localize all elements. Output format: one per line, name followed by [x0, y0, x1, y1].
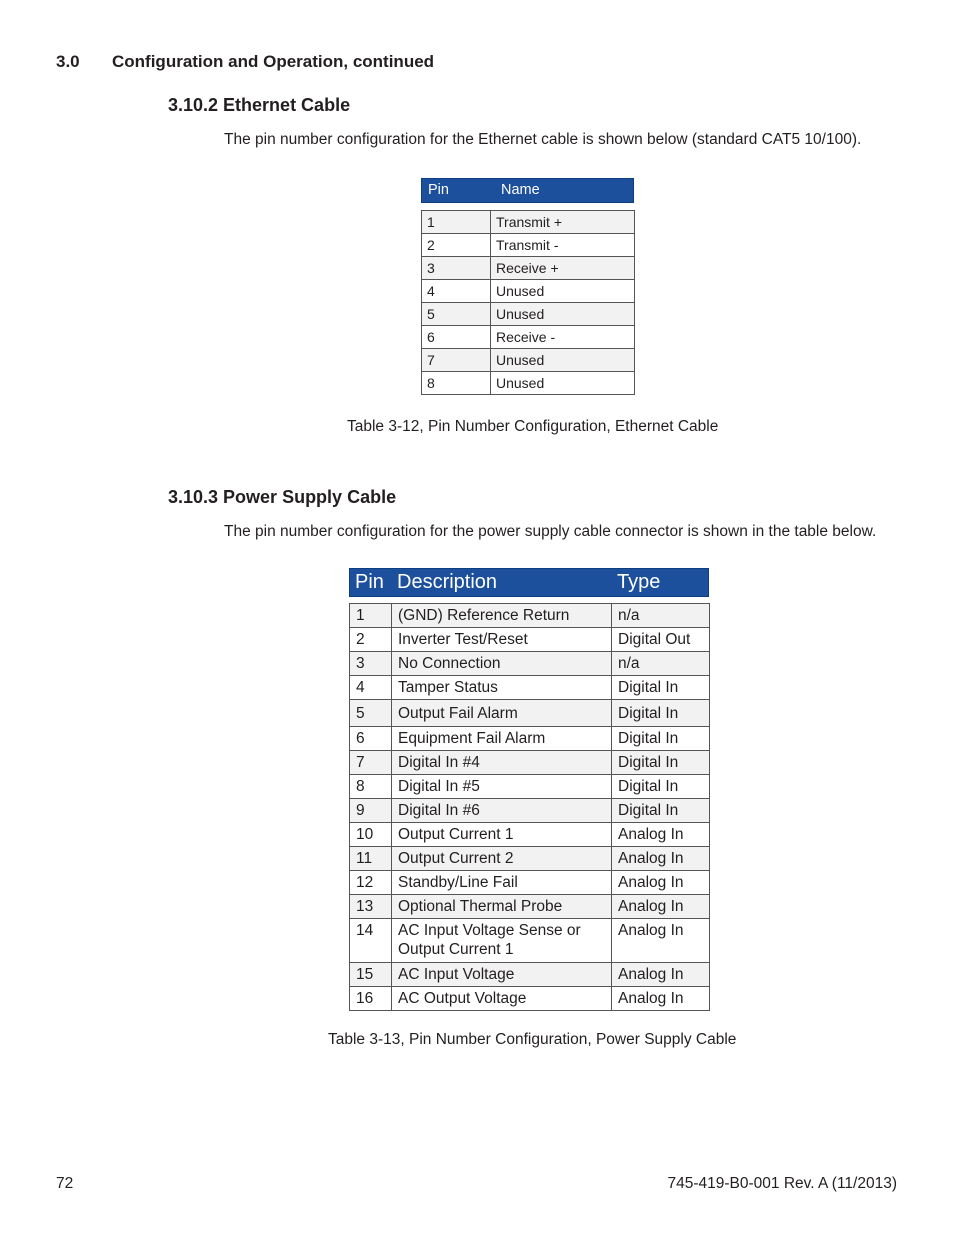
description-cell: (GND) Reference Return: [392, 604, 612, 628]
table-row: [422, 234, 635, 257]
page-number: 72: [56, 1175, 74, 1192]
pin-cell: 11: [350, 847, 392, 871]
type-cell: Analog In: [612, 963, 710, 987]
type-cell: Digital In: [612, 676, 710, 700]
table-row: [350, 895, 710, 919]
name-cell: Unused: [491, 349, 635, 372]
table-row: [350, 700, 710, 727]
pin-cell: 14: [350, 919, 392, 963]
name-cell: Receive +: [491, 257, 635, 280]
type-cell: Analog In: [612, 823, 710, 847]
name-cell: Transmit -: [491, 234, 635, 257]
name-cell: Unused: [491, 372, 635, 395]
type-cell: Analog In: [612, 871, 710, 895]
ethernet-heading: 3.10.2 Ethernet Cable: [168, 95, 351, 115]
power-caption: Table 3-13, Pin Number Configuration, Power Supply Cable: [328, 1031, 737, 1048]
description-cell: Standby/Line Fail: [392, 871, 612, 895]
type-cell: Analog In: [612, 987, 710, 1011]
section-number: 3.0: [56, 52, 80, 71]
ethernet-table-header: [421, 178, 634, 203]
document-id: 745-419-B0-001 Rev. A (11/2013): [667, 1175, 897, 1192]
pin-cell: 10: [350, 823, 392, 847]
pin-cell: 1: [350, 604, 392, 628]
name-cell: Unused: [491, 303, 635, 326]
pin-cell: 13: [350, 895, 392, 919]
power-table-header: [349, 568, 709, 597]
type-cell: Digital In: [612, 775, 710, 799]
pin-cell: 8: [350, 775, 392, 799]
pin-cell: 3: [350, 652, 392, 676]
description-cell: AC Input Voltage: [392, 963, 612, 987]
table-row: [350, 847, 710, 871]
table-row: [422, 372, 635, 395]
table-row: [350, 727, 710, 751]
ethernet-caption: Table 3-12, Pin Number Configuration, Ethernet Cable: [347, 418, 719, 435]
ethernet-intro: The pin number configuration for the Ethernet cable is shown below (standard CAT5 10/100).: [224, 131, 862, 148]
description-cell: AC Input Voltage Sense or Output Current 1: [392, 919, 612, 963]
description-cell: Optional Thermal Probe: [392, 895, 612, 919]
description-cell: Inverter Test/Reset: [392, 628, 612, 652]
power-intro: The pin number configuration for the power supply cable connector is shown in the table below.: [224, 523, 877, 540]
table-row: [350, 963, 710, 987]
pin-cell: 5: [422, 303, 491, 326]
eth-col-pin: Pin: [428, 182, 449, 198]
name-cell: Receive -: [491, 326, 635, 349]
pin-cell: 7: [422, 349, 491, 372]
pin-cell: 8: [422, 372, 491, 395]
pin-cell: 4: [422, 280, 491, 303]
description-cell: No Connection: [392, 652, 612, 676]
type-cell: n/a: [612, 652, 710, 676]
pw-col-description: Description: [397, 571, 498, 593]
table-row: [350, 676, 710, 700]
type-cell: Digital In: [612, 751, 710, 775]
table-row: [422, 326, 635, 349]
type-cell: Digital In: [612, 799, 710, 823]
pin-cell: 5: [350, 700, 392, 727]
description-cell: Equipment Fail Alarm: [392, 727, 612, 751]
table-row: [350, 823, 710, 847]
description-cell: AC Output Voltage: [392, 987, 612, 1011]
section-title: Configuration and Operation, continued: [112, 52, 435, 71]
pin-cell: 15: [350, 963, 392, 987]
description-cell: Digital In #4: [392, 751, 612, 775]
description-cell: Digital In #5: [392, 775, 612, 799]
table-row: [422, 303, 635, 326]
type-cell: n/a: [612, 604, 710, 628]
power-table: [349, 603, 710, 1011]
table-row: [350, 775, 710, 799]
pin-cell: 7: [350, 751, 392, 775]
table-row: [422, 257, 635, 280]
table-row: [350, 871, 710, 895]
table-row: [350, 628, 710, 652]
eth-col-name: Name: [501, 182, 540, 198]
pin-cell: 16: [350, 987, 392, 1011]
table-row: [422, 280, 635, 303]
pin-cell: 2: [422, 234, 491, 257]
pin-cell: 4: [350, 676, 392, 700]
power-heading: 3.10.3 Power Supply Cable: [168, 487, 397, 507]
ethernet-table: [421, 210, 635, 395]
description-cell: Digital In #6: [392, 799, 612, 823]
pin-cell: 2: [350, 628, 392, 652]
pin-cell: 3: [422, 257, 491, 280]
table-row: [350, 919, 710, 963]
description-cell: Output Current 1: [392, 823, 612, 847]
table-row: [422, 211, 635, 234]
type-cell: Digital Out: [612, 628, 710, 652]
table-row: [422, 349, 635, 372]
description-cell: Output Fail Alarm: [392, 700, 612, 727]
table-row: [350, 652, 710, 676]
pw-col-type: Type: [617, 571, 661, 593]
type-cell: Analog In: [612, 919, 710, 963]
pin-cell: 6: [422, 326, 491, 349]
type-cell: Digital In: [612, 727, 710, 751]
description-cell: Output Current 2: [392, 847, 612, 871]
pin-cell: 1: [422, 211, 491, 234]
type-cell: Digital In: [612, 700, 710, 727]
table-row: [350, 751, 710, 775]
pin-cell: 12: [350, 871, 392, 895]
description-cell: Tamper Status: [392, 676, 612, 700]
name-cell: Transmit +: [491, 211, 635, 234]
pw-col-pin: Pin: [355, 571, 384, 593]
name-cell: Unused: [491, 280, 635, 303]
pin-cell: 6: [350, 727, 392, 751]
table-row: [350, 604, 710, 628]
section-header: [56, 52, 434, 72]
type-cell: Analog In: [612, 847, 710, 871]
type-cell: Analog In: [612, 895, 710, 919]
pin-cell: 9: [350, 799, 392, 823]
table-row: [350, 987, 710, 1011]
table-row: [350, 799, 710, 823]
